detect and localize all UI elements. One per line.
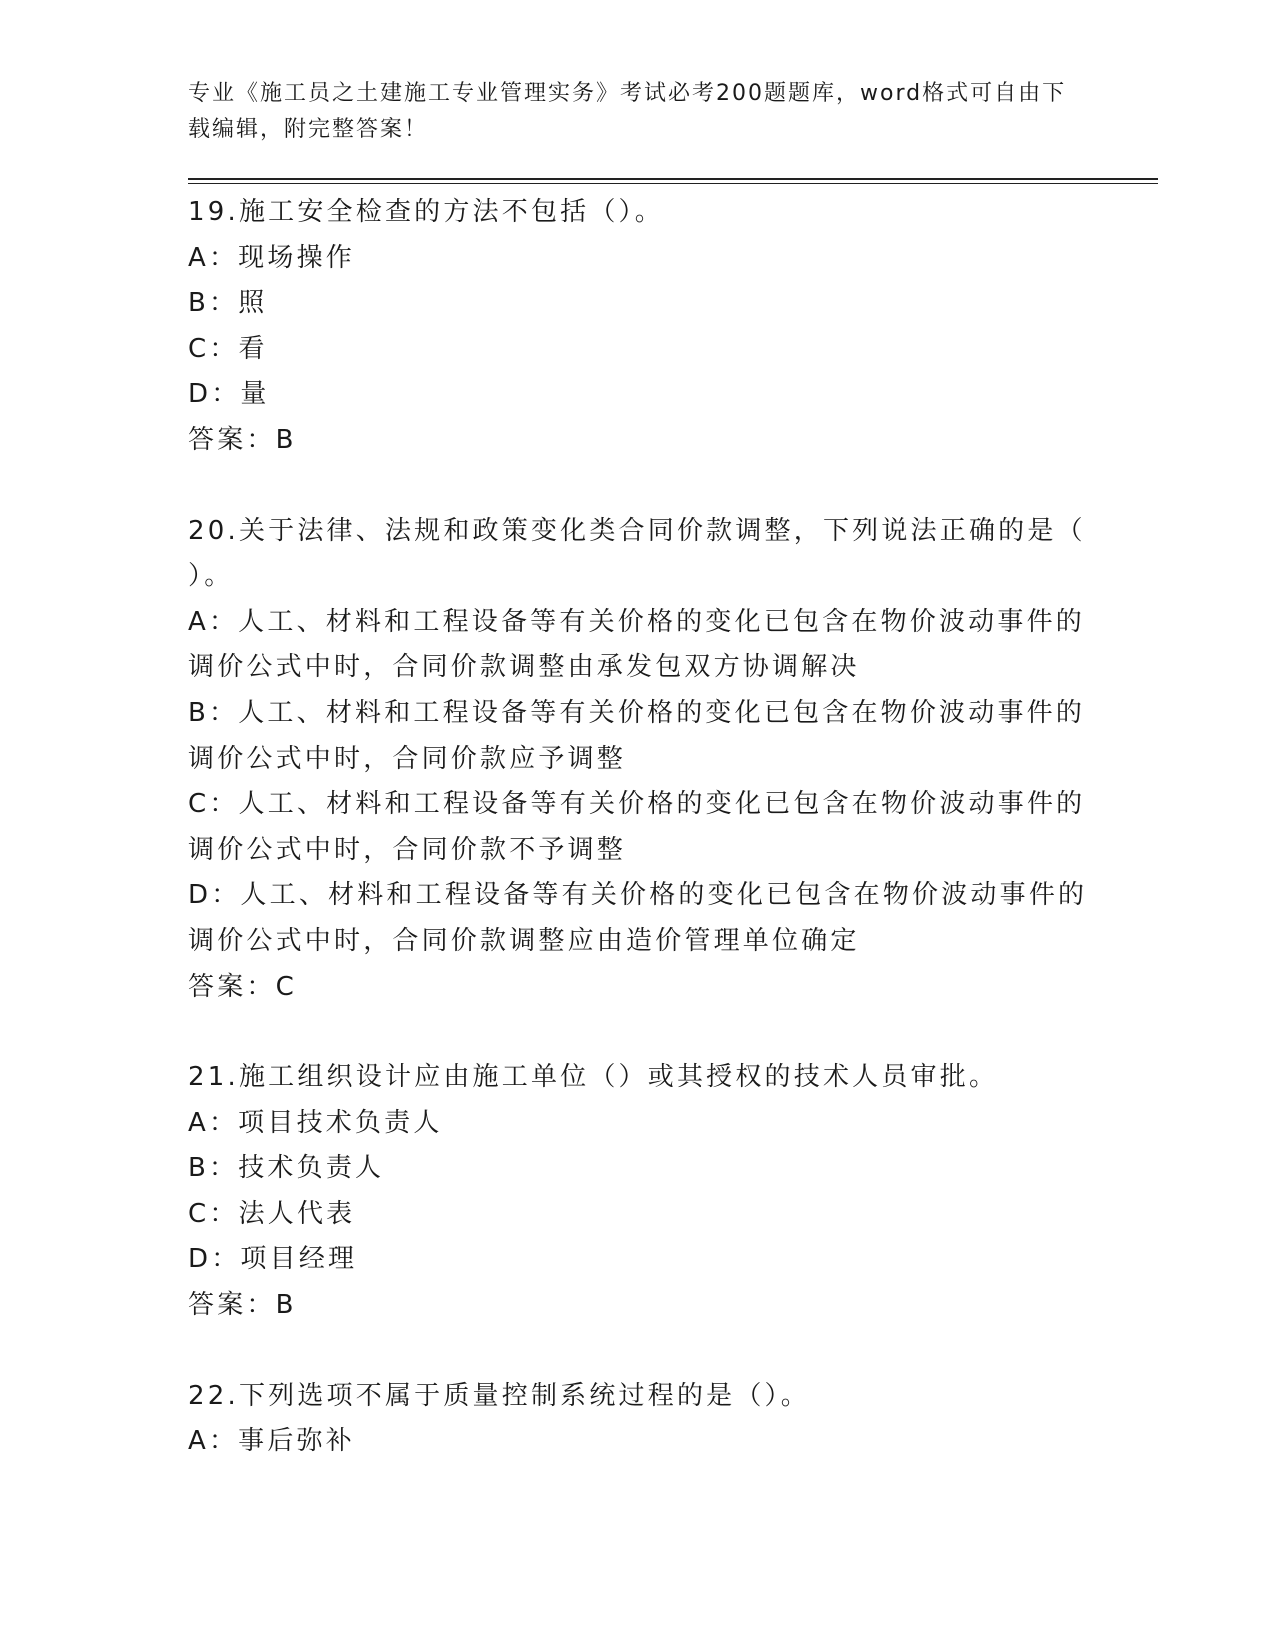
header-rule-thick [188,178,1158,180]
question-20 [188,509,1088,1011]
option-c: C：人工、材料和工程设备等有关价格的变化已包含在物价波动事件的 [188,789,1086,820]
option-c: C：法人代表 [188,1198,356,1229]
option-d: D：量 [188,379,270,410]
option-d: D：人工、材料和工程设备等有关价格的变化已包含在物价波动事件的 [188,880,1088,911]
option-a: A：项目技术负责人 [188,1107,443,1138]
question-21 [188,1055,1088,1329]
document-header: 专业《施工员之土建施工专业管理实务》考试必考200题题库，word格式可自由下载编辑，附完整答案！ [188,81,1067,142]
question-stem: 22.下列选项不属于质量控制系统过程的是（）。 [188,1380,810,1411]
question-stem: 20.关于法律、法规和政策变化类合同价款调整，下列说法正确的是（ [188,515,1086,546]
option-c: C：看 [188,333,268,364]
question-19 [188,190,1088,464]
answer: 答案：C [188,971,297,1002]
option-b-cont: 调价公式中时，合同价款应予调整 [188,743,627,774]
option-d: D：项目经理 [188,1244,358,1275]
option-d-cont: 调价公式中时，合同价款调整应由造价管理单位确定 [188,925,860,956]
option-a: A：现场操作 [188,242,355,273]
option-c-cont: 调价公式中时，合同价款不予调整 [188,834,627,865]
option-b: B：技术负责人 [188,1153,385,1184]
question-22 [188,1374,1088,1465]
question-stem-cont: ）。 [188,561,234,592]
option-b: B：人工、材料和工程设备等有关价格的变化已包含在物价波动事件的 [188,697,1086,728]
header-rule-thin [188,183,1158,184]
question-stem: 21.施工组织设计应由施工单位（）或其授权的技术人员审批。 [188,1062,999,1093]
option-a-cont: 调价公式中时，合同价款调整由承发包双方协调解决 [188,652,860,683]
question-list [188,190,1088,1465]
option-a: A：事后弥补 [188,1426,355,1457]
question-stem: 19.施工安全检查的方法不包括（）。 [188,197,664,227]
answer: 答案：B [188,424,297,455]
option-b: B：照 [188,288,268,319]
answer: 答案：B [188,1290,297,1321]
option-a: A：人工、材料和工程设备等有关价格的变化已包含在物价波动事件的 [188,606,1085,637]
